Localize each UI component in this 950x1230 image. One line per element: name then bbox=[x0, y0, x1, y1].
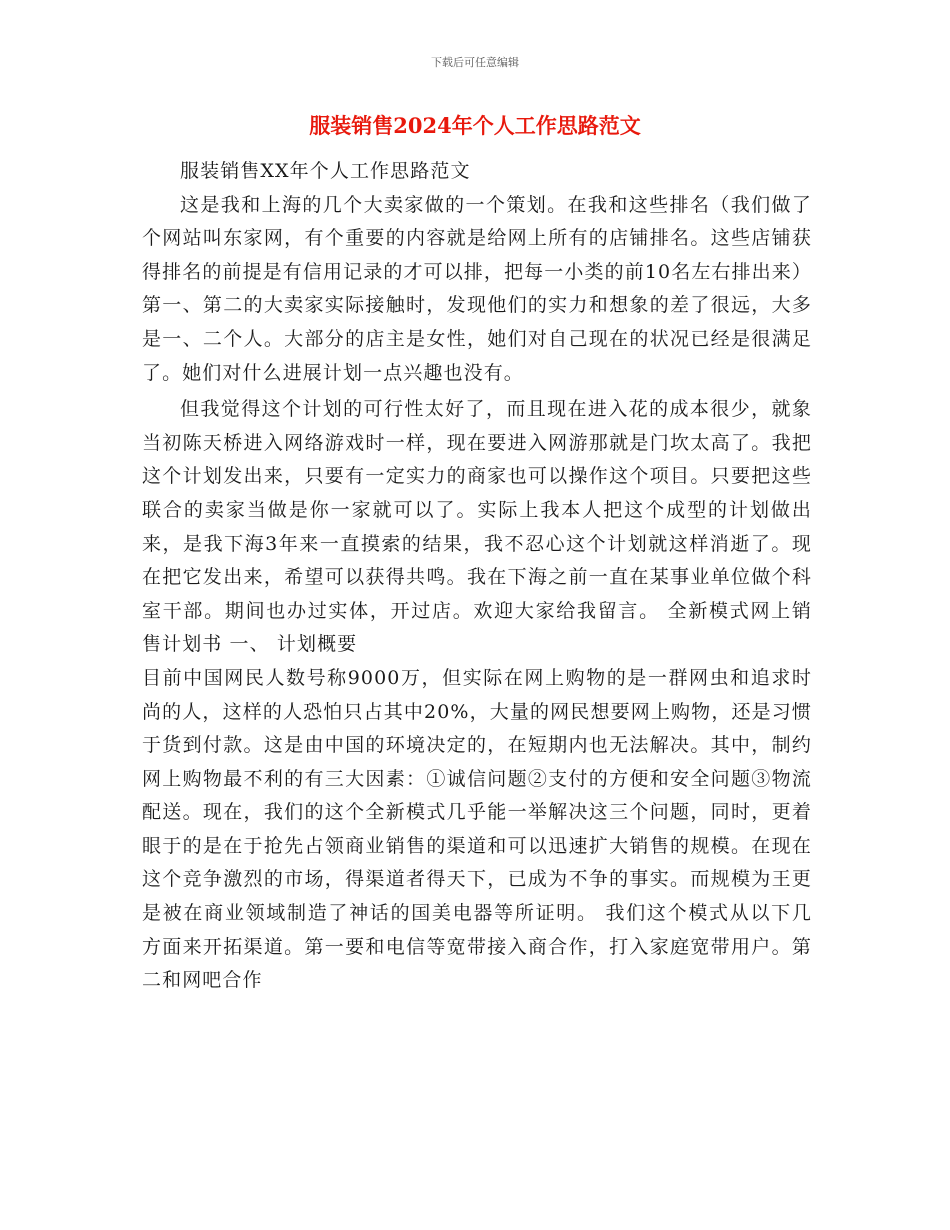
paragraph: 目前中国网民人数号称9000万，但实际在网上购物的是一群网虫和追求时尚的人，这样的人恐怕只占其中20%，大量的网民想要网上购物，还是习惯于货到付款。这是由中国的环境决定的，在短期内也无法解决。其中，制约网上购物最不利的有三大因素：①诚信问题②支付的方便和安全问题③物流配送。现在，我们的这个全新模式几乎能一举解决这三个问题，同时，更着眼于的是在于抢先占领商业销售的渠道和可以迅速扩大销售的规模。在现在这个竞争激烈的市场，得渠道者得天下，已成为不争的事实。而规模为王更是被在商业领域制造了神话的国美电器等所证明。 我们这个模式从以下几方面来开拓渠道。第一要和电信等宽带接入商合作，打入家庭宽带用户。第二和网吧合作 bbox=[142, 666, 812, 992]
paragraph: 这是我和上海的几个大卖家做的一个策划。在我和这些排名（我们做了个网站叫东家网，有个重要的内容就是给网上所有的店铺排名。这些店铺获得排名的前提是有信用记录的才可以排，把每一小类的前10名左右排出来）第一、第二的大卖家实际接触时，发现他们的实力和想象的差了很远，大多是一、二个人。大部分的店主是女性，她们对自己现在的状况已经是很满足了。她们对什么进展计划一点兴趣也没有。 bbox=[142, 193, 812, 384]
document-body bbox=[142, 155, 812, 998]
paragraph-subtitle: 服装销售XX年个人工作思路范文 bbox=[180, 160, 471, 182]
header-note: 下载后可任意编辑 bbox=[431, 56, 519, 69]
paragraph: 但我觉得这个计划的可行性太好了，而且现在进入花的成本很少，就象当初陈天桥进入网络游戏时一样，现在要进入网游那就是门坎太高了。我把这个计划发出来，只要有一定实力的商家也可以操作这个项目。只要把这些联合的卖家当做是你一家就可以了。实际上我本人把这个成型的计划做出来，是我下海3年来一直摸索的结果，我不忍心这个计划就这样消逝了。现在把它发出来，希望可以获得共鸣。我在下海之前一直在某事业单位做个科室干部。期间也办过实体，开过店。欢迎大家给我留言。 全新模式网上销售计划书 一、 计划概要 bbox=[142, 398, 812, 656]
document-title: 服装销售2024年个人工作思路范文 bbox=[309, 113, 641, 138]
